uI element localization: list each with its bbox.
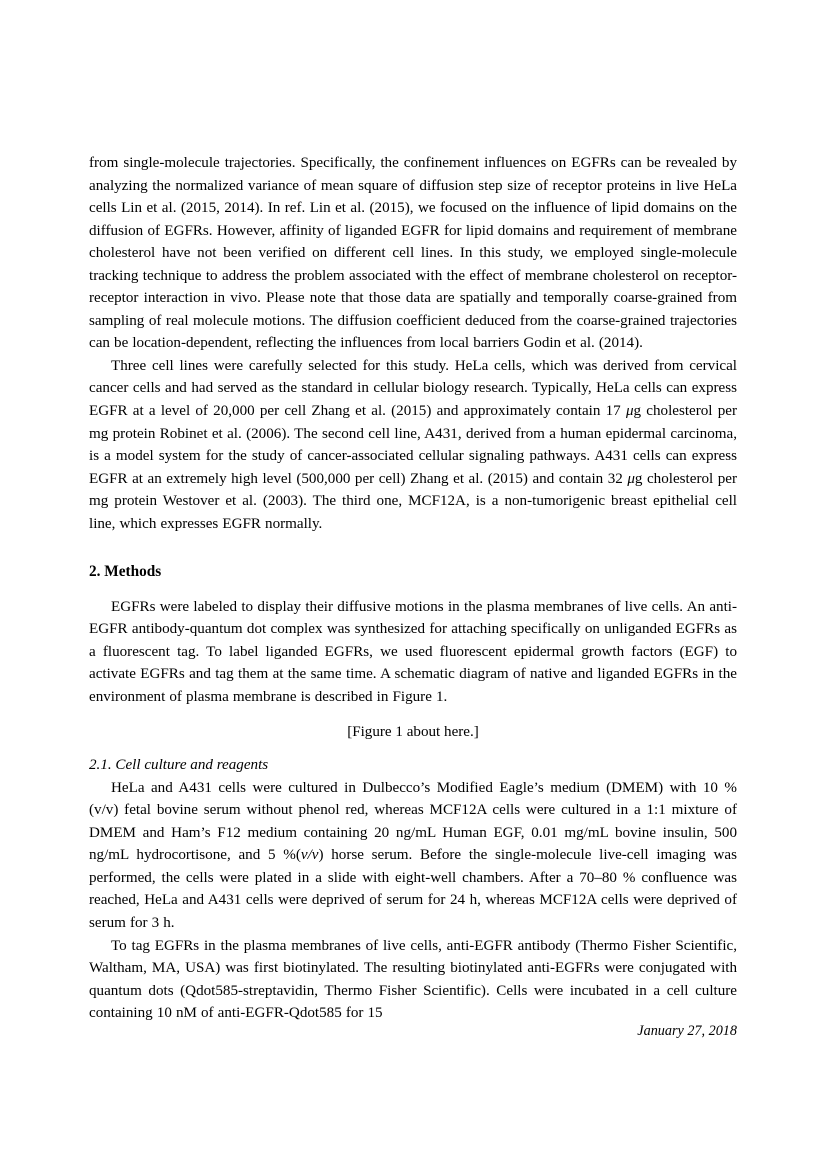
micro-symbol-2: μ <box>627 470 635 487</box>
spacer-before-figure-note <box>89 709 737 721</box>
paragraph-egfr-tagging: To tag EGFRs in the plasma membranes of live cells, anti-EGFR antibody (Thermo Fisher Scientific, Waltham, MA, USA) was first biotinylated. The resulting biotinylated anti-EGFRs were conjugated with quantum dots (Qdot585-streptavidin, Thermo Fisher Scientific). Cells were incubated in a cell culture containing 10 nM of anti-EGFR-Qdot585 for 15 <box>89 937 737 1022</box>
volume-fraction-notation: v/v <box>300 847 319 864</box>
paragraph-cell-lines <box>89 355 737 535</box>
paragraph-cell-lines-part2: g cholesterol per mg protein Robinet et al. (2006). The second cell line, A431, derived from a human epidermal carcinoma, is a model system for the study of cancer-associated cellular signaling pathways. A431 cells can express EGFR at an extremely high level (500,000 per cell) Zhang et al. (2015) and contain 32 <box>89 403 737 487</box>
document-text-column <box>89 152 737 1025</box>
section-heading-methods: 2. Methods <box>89 563 162 581</box>
paragraph-cell-culture <box>89 777 737 935</box>
paragraph-continuation-intro: from single-molecule trajectories. Specifically, the confinement influences on EGFRs can be revealed by analyzing the normalized variance of mean square of diffusion step size of receptor proteins in live HeLa cells Lin et al. (2015, 2014). In ref. Lin et al. (2015), we focused on the influence of lipid domains on the diffusion of EGFRs. However, affinity of liganded EGFR for lipid domains and requirement of membrane cholesterol have not been verified on different cell lines. In this study, we employed single-molecule tracking technique to address the problem associated with the effect of membrane cholesterol on receptor-receptor interaction in vivo. Please note that those data are spatially and temporally coarse-grained from sampling of real molecule motions. The diffusion coefficient deduced from the coarse-grained trajectories can be location-dependent, reflecting the influences from local barriers Godin et al. (2014). <box>89 155 737 352</box>
spacer-after-section-heading <box>89 584 737 596</box>
page-footer-date: January 27, 2018 <box>637 1023 737 1039</box>
paragraph-cell-culture-part2: ) horse serum. Before the single-molecule live-cell imaging was performed, the cells were plated in a slide with eight-well chambers. After a 70–80 % confluence was reached, HeLa and A431 cells were deprived of serum for 24 h, whereas MCF12A cells were deprived of serum for 3 h. <box>89 847 737 931</box>
paragraph-cell-lines-part1: Three cell lines were carefully selected for this study. HeLa cells, which was derived from cervical cancer cells and had served as the standard in cellular biology research. Typically, HeLa cells can express EGFR at a level of 20,000 per cell Zhang et al. (2015) and approximately contain 17 <box>89 357 737 420</box>
micro-symbol-1: μ <box>625 403 634 420</box>
paragraph-cell-culture-part1: HeLa and A431 cells were cultured in Dulbecco’s Modified Eagle’s medium (DMEM) with 10 % (v/v) fetal bovine serum without phenol red, whereas MCF12A cells were cultured in a 1:1 mixture of DMEM and Ham’s F12 medium containing 20 ng/mL Human EGF, 0.01 mg/mL bovine insulin, 500 ng/mL hydrocortisone, and 5 %( <box>89 779 737 864</box>
figure-placement-note: [Figure 1 about here.] <box>347 723 479 740</box>
spacer-before-section-heading <box>89 535 737 561</box>
subsection-heading-cell-culture: 2.1. Cell culture and reagents <box>89 757 269 774</box>
paragraph-labeling-overview: EGFRs were labeled to display their diffusive motions in the plasma membranes of live cells. An anti-EGFR antibody-quantum dot complex was synthesized for attaching specifically on unliganded EGFRs as a fluorescent tag. To label liganded EGFRs, we used fluorescent epidermal growth factors (EGF) to activate EGFRs and tag them at the same time. A schematic diagram of native and liganded EGFRs in the environment of plasma membrane is described in Figure 1. <box>89 598 737 706</box>
paragraph-cell-lines-part3: g cholesterol per mg protein Westover et al. (2003). The third one, MCF12A, is a non-tumorigenic breast epithelial cell line, which expresses EGFR normally. <box>89 470 737 532</box>
spacer-after-figure-note <box>89 743 737 754</box>
